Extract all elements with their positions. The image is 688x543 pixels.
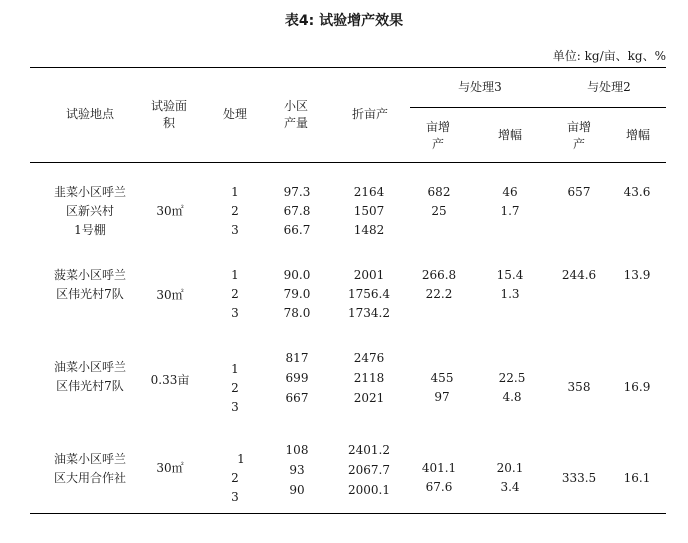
per-mu-yield-value: 2001 bbox=[353, 268, 385, 282]
header-per-mu-yield: 折亩产 bbox=[351, 107, 388, 121]
vs3-rate-value: 15.4 bbox=[496, 268, 524, 282]
treatment-value: 1 bbox=[231, 268, 239, 282]
vs3-increase-value: 97 bbox=[434, 390, 450, 404]
location-line: 菠菜小区呼兰 bbox=[53, 268, 126, 282]
table-row-1-vs3-increase bbox=[415, 183, 463, 221]
treatment-value: 1 bbox=[231, 362, 239, 376]
plot-yield-value: 93 bbox=[289, 463, 305, 477]
vs3-increase-value: 25 bbox=[431, 204, 447, 218]
vs3-increase-value: 682 bbox=[427, 185, 451, 199]
top-rule bbox=[30, 67, 666, 68]
table-row-3-vs2-increase: 358 bbox=[567, 380, 591, 394]
location-line: 区新兴村 bbox=[65, 204, 114, 218]
per-mu-yield-value: 2021 bbox=[353, 391, 385, 405]
table-row-1-location bbox=[35, 183, 145, 240]
table-row-4-vs3-rate bbox=[488, 459, 532, 497]
header-vs3-increase: 亩增产 bbox=[425, 120, 450, 151]
treatment-value: 2 bbox=[231, 471, 239, 485]
header-area: 试验面积 bbox=[150, 99, 187, 130]
table-row-4-vs2-increase: 333.5 bbox=[561, 471, 597, 485]
table-row-1-plot-yield bbox=[274, 183, 320, 240]
treatment-value: 1 bbox=[237, 452, 245, 466]
treatment-value: 2 bbox=[231, 381, 239, 395]
table-row-1-area: 30㎡ bbox=[156, 204, 184, 218]
table-row-3-vs3-rate bbox=[490, 369, 534, 407]
table-row-1-treatments bbox=[222, 183, 248, 240]
treatment-value: 3 bbox=[231, 306, 239, 320]
group-rule bbox=[410, 107, 666, 108]
per-mu-yield-value: 1507 bbox=[353, 204, 385, 218]
plot-yield-value: 66.7 bbox=[283, 223, 311, 237]
header-vs-treatment2: 与处理2 bbox=[587, 80, 631, 94]
table-row-4-plot-yield bbox=[274, 440, 320, 500]
plot-yield-value: 78.0 bbox=[283, 306, 311, 320]
vs3-rate-value: 1.3 bbox=[500, 287, 520, 301]
plot-yield-value: 67.8 bbox=[283, 204, 311, 218]
table-row-4-area: 30㎡ bbox=[156, 461, 184, 475]
table-row-3-plot-yield bbox=[274, 348, 320, 408]
location-line: 区伟光村7队 bbox=[56, 379, 124, 393]
table-row-3-area: 0.33亩 bbox=[150, 373, 190, 387]
per-mu-yield-value: 2164 bbox=[353, 185, 385, 199]
table-row-2-treatments bbox=[222, 266, 248, 323]
treatment-value: 2 bbox=[231, 287, 239, 301]
table-row-1-vs2-rate: 43.6 bbox=[623, 185, 651, 199]
vs3-rate-value: 46 bbox=[502, 185, 518, 199]
table-row-3-per-mu-yield bbox=[342, 348, 396, 408]
table-row-2-per-mu-yield bbox=[342, 266, 396, 323]
table-row-4-vs3-increase bbox=[415, 459, 463, 497]
table-title: 表4: 试验增产效果 bbox=[284, 13, 404, 29]
treatment-value: 2 bbox=[231, 204, 239, 218]
table-row-2-location bbox=[35, 266, 145, 304]
location-line: 油菜小区呼兰 bbox=[53, 360, 126, 374]
table-row-4-location bbox=[35, 450, 145, 488]
table-row-4-treatments bbox=[222, 450, 248, 507]
plot-yield-value: 79.0 bbox=[283, 287, 311, 301]
table-row-2-vs3-rate bbox=[488, 266, 532, 304]
per-mu-yield-value: 2067.7 bbox=[348, 463, 390, 477]
table-row-1-per-mu-yield bbox=[342, 183, 396, 240]
location-line: 1号棚 bbox=[74, 223, 106, 237]
treatment-value: 3 bbox=[231, 400, 239, 414]
treatment-value: 1 bbox=[231, 185, 239, 199]
vs3-increase-value: 22.2 bbox=[425, 287, 453, 301]
header-location: 试验地点 bbox=[65, 107, 114, 121]
vs3-increase-value: 266.8 bbox=[421, 268, 457, 282]
table-row-2-vs3-increase bbox=[415, 266, 463, 304]
table-row-4-per-mu-yield bbox=[342, 440, 396, 500]
plot-yield-value: 90 bbox=[289, 483, 305, 497]
per-mu-yield-value: 2118 bbox=[353, 371, 385, 385]
vs3-rate-value: 22.5 bbox=[498, 371, 526, 385]
unit-note: 单位: kg/亩、kg、% bbox=[552, 49, 666, 63]
table-row-3-vs2-rate: 16.9 bbox=[623, 380, 651, 394]
table-row-3-location bbox=[35, 358, 145, 396]
vs3-increase-value: 67.6 bbox=[425, 480, 453, 494]
treatment-value: 3 bbox=[231, 223, 239, 237]
location-line: 油菜小区呼兰 bbox=[53, 452, 126, 466]
per-mu-yield-value: 1482 bbox=[353, 223, 385, 237]
table-row-2-area: 30㎡ bbox=[156, 288, 184, 302]
per-mu-yield-value: 2401.2 bbox=[348, 443, 390, 457]
header-vs2-increase: 亩增产 bbox=[566, 120, 591, 151]
table-row-1-vs2-increase: 657 bbox=[567, 185, 591, 199]
table-row-2-vs2-increase: 244.6 bbox=[561, 268, 597, 282]
header-vs3-rate: 增幅 bbox=[497, 128, 522, 142]
vs3-increase-value: 401.1 bbox=[421, 461, 457, 475]
per-mu-yield-value: 1734.2 bbox=[348, 306, 390, 320]
table-row-2-plot-yield bbox=[274, 266, 320, 323]
table-row-4-vs2-rate: 16.1 bbox=[623, 471, 651, 485]
header-vs2-rate: 增幅 bbox=[625, 128, 650, 142]
location-line: 韭菜小区呼兰 bbox=[53, 185, 126, 199]
per-mu-yield-value: 2476 bbox=[353, 351, 385, 365]
table-row-3-treatments bbox=[222, 360, 248, 417]
vs3-rate-value: 4.8 bbox=[502, 390, 522, 404]
header-treatment: 处理 bbox=[222, 107, 247, 121]
location-line: 区伟光村7队 bbox=[56, 287, 124, 301]
location-line: 区大用合作社 bbox=[53, 471, 126, 485]
header-vs-treatment3: 与处理3 bbox=[458, 80, 502, 94]
header-bottom-rule bbox=[30, 162, 666, 163]
per-mu-yield-value: 2000.1 bbox=[348, 483, 390, 497]
vs3-increase-value: 455 bbox=[430, 371, 454, 385]
vs3-rate-value: 3.4 bbox=[500, 480, 520, 494]
table-row-2-vs2-rate: 13.9 bbox=[623, 268, 651, 282]
vs3-rate-value: 20.1 bbox=[496, 461, 524, 475]
plot-yield-value: 108 bbox=[285, 443, 309, 457]
treatment-value: 3 bbox=[231, 490, 239, 504]
plot-yield-value: 667 bbox=[285, 391, 309, 405]
table-row-1-vs3-rate bbox=[488, 183, 532, 221]
plot-yield-value: 699 bbox=[285, 371, 309, 385]
plot-yield-value: 97.3 bbox=[283, 185, 311, 199]
plot-yield-value: 90.0 bbox=[283, 268, 311, 282]
table-row-3-vs3-increase bbox=[418, 369, 466, 407]
bottom-rule bbox=[30, 513, 666, 514]
plot-yield-value: 817 bbox=[285, 351, 309, 365]
vs3-rate-value: 1.7 bbox=[500, 204, 520, 218]
per-mu-yield-value: 1756.4 bbox=[348, 287, 390, 301]
header-plot-yield: 小区产量 bbox=[283, 99, 308, 130]
